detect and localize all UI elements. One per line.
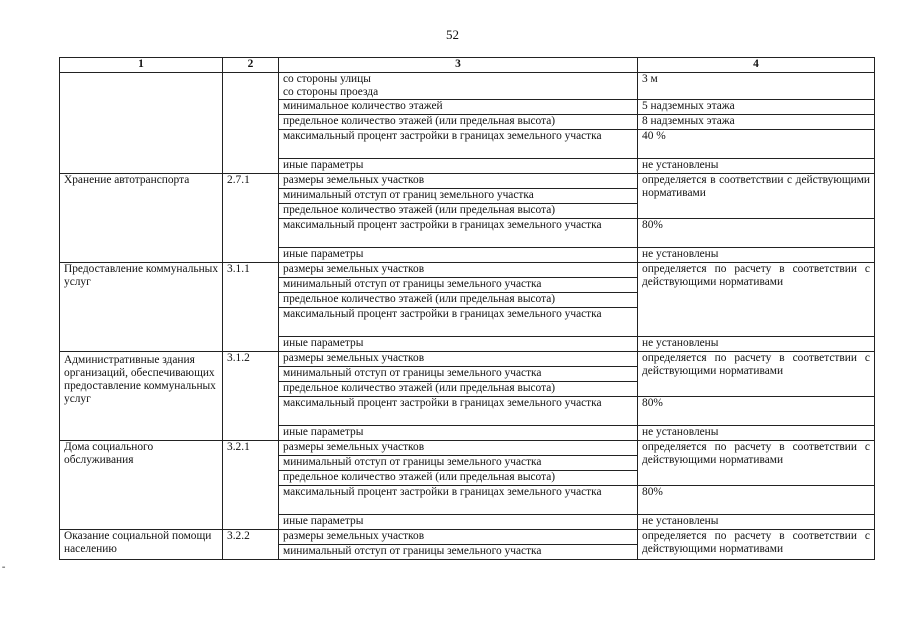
value-cell: определяется по расчету в соответствии с действующими нормативами	[638, 441, 875, 486]
param-cell: размеры земельных участков	[279, 174, 638, 189]
param-cell: минимальный отступ от границы земельного участка	[279, 456, 638, 471]
param-cell: максимальный процент застройки в границах земельного участка	[279, 486, 638, 515]
page-number: 52	[446, 27, 459, 42]
param-cell: максимальный процент застройки в границах земельного участка	[279, 130, 638, 159]
param-cell: максимальный процент застройки в границах земельного участка	[279, 219, 638, 248]
param-cell: предельное количество этажей (или предельная высота)	[279, 204, 638, 219]
value-cell: определяется по расчету в соответствии с действующими нормативами	[638, 530, 875, 560]
param-cell: иные параметры	[279, 248, 638, 263]
param-cell: предельное количество этажей (или предельная высота)	[279, 382, 638, 397]
header-col-1: 1	[60, 58, 223, 73]
use-code-cell: 2.7.1	[223, 174, 279, 263]
use-code-cell: 3.1.1	[223, 263, 279, 352]
table-row	[60, 530, 875, 545]
header-col-4: 4	[638, 58, 875, 73]
param-cell: размеры земельных участков	[279, 352, 638, 367]
param-cell: минимальный отступ от границы земельного участка	[279, 545, 638, 560]
value-text: определяется в соответствии с действующими нормативами	[642, 174, 870, 199]
value-cell: 5 надземных этажа	[638, 100, 875, 115]
param-cell: предельное количество этажей (или предельная высота)	[279, 293, 638, 308]
value-cell: не установлены	[638, 515, 875, 530]
param-cell: минимальный отступ от границ земельного участка	[279, 189, 638, 204]
value-cell: не установлены	[638, 248, 875, 263]
param-cell: размеры земельных участков	[279, 263, 638, 278]
regulations-table	[59, 57, 875, 560]
value-cell: не установлены	[638, 426, 875, 441]
use-code-cell	[223, 73, 279, 174]
value-cell: не установлены	[638, 159, 875, 174]
value-cell: определяется по расчету в соответствии с действующими нормативами	[638, 263, 875, 337]
param-line: со стороны проезда	[283, 86, 379, 98]
use-name-cell: Предоставление коммунальных услуг	[60, 263, 223, 352]
param-cell: минимальное количество этажей	[279, 100, 638, 115]
param-cell: максимальный процент застройки в границах земельного участка	[279, 308, 638, 337]
use-name-cell: Административные здания организаций, обеспечивающих предоставление коммунальных услуг	[60, 352, 223, 441]
param-cell: иные параметры	[279, 426, 638, 441]
margin-mark: ≡	[2, 565, 6, 571]
use-code-cell: 3.2.1	[223, 441, 279, 530]
param-line: со стороны улицы	[283, 73, 371, 85]
header-row	[60, 58, 875, 73]
header-col-3: 3	[279, 58, 638, 73]
param-cell: размеры земельных участков	[279, 530, 638, 545]
param-cell: иные параметры	[279, 337, 638, 352]
use-code-cell: 3.2.2	[223, 530, 279, 560]
use-code-cell: 3.1.2	[223, 352, 279, 441]
value-cell: 8 надземных этажа	[638, 115, 875, 130]
use-name-cell	[60, 73, 223, 174]
param-cell: максимальный процент застройки в границах земельного участка	[279, 397, 638, 426]
table-row	[60, 174, 875, 189]
table-row	[60, 441, 875, 456]
value-cell: определяется по расчету в соответствии с действующими нормативами	[638, 352, 875, 397]
param-cell: размеры земельных участков	[279, 441, 638, 456]
use-name-cell: Оказание социальной помощи населению	[60, 530, 223, 560]
value-cell: 80%	[638, 486, 875, 515]
table-row	[60, 352, 875, 367]
param-cell: иные параметры	[279, 515, 638, 530]
param-cell	[279, 73, 638, 100]
use-name-cell: Дома социального обслуживания	[60, 441, 223, 530]
value-cell: 3 м	[638, 73, 875, 100]
use-name-cell: Хранение автотранспорта	[60, 174, 223, 263]
value-cell: 40 %	[638, 130, 875, 159]
table-row	[60, 73, 875, 100]
value-cell: 80%	[638, 219, 875, 248]
param-cell: минимальный отступ от границы земельного участка	[279, 367, 638, 382]
value-cell: не установлены	[638, 337, 875, 352]
param-cell: предельное количество этажей (или предельная высота)	[279, 471, 638, 486]
param-cell: минимальный отступ от границы земельного участка	[279, 278, 638, 293]
param-cell: предельное количество этажей (или предельная высота)	[279, 115, 638, 130]
value-cell	[638, 174, 875, 219]
table-row	[60, 263, 875, 278]
param-cell: иные параметры	[279, 159, 638, 174]
value-cell: 80%	[638, 397, 875, 426]
header-col-2: 2	[223, 58, 279, 73]
